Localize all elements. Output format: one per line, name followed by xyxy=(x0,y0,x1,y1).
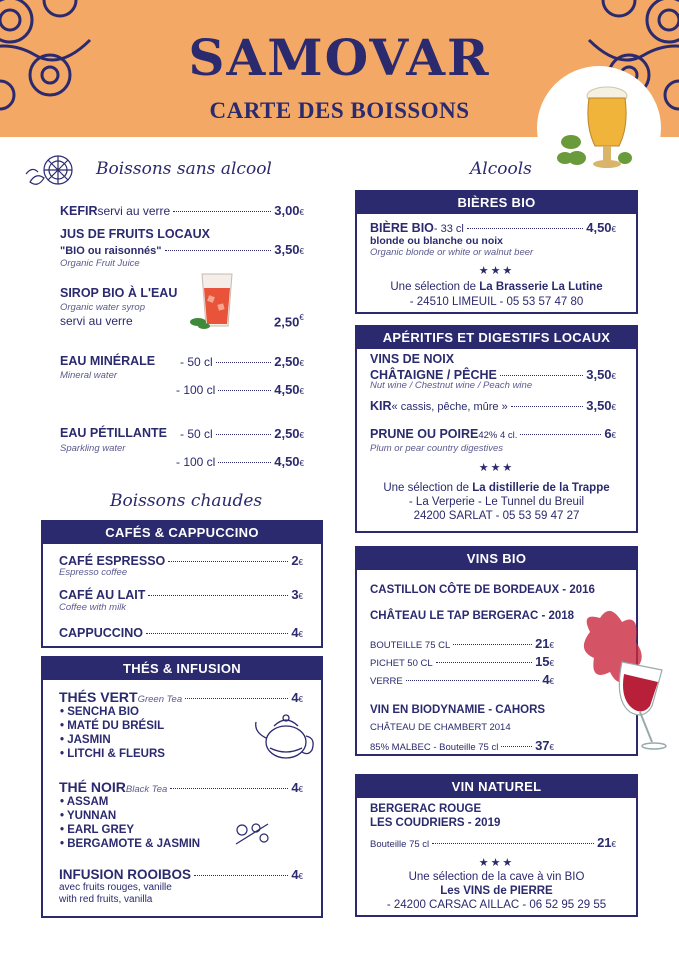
menu-item-eau-petillante: EAU PÉTILLANTE xyxy=(60,426,167,440)
price-row: - 100 cl 4,50 € xyxy=(176,382,304,397)
menu-item-eau-minerale: EAU MINÉRALE xyxy=(60,354,156,368)
wine-biodynamie: VIN EN BIODYNAMIE - CAHORS xyxy=(370,704,546,716)
wine-chateau-le-tap: CHÂTEAU LE TAP BERGERAC - 2018 xyxy=(370,610,575,622)
menu-item-vins-noix: VINS DE NOIX xyxy=(370,352,455,366)
menu-item-kefir: KEFIR servi au verre 3,00 € xyxy=(60,203,304,218)
selection-name: Les VINS de PIERRE xyxy=(440,885,553,897)
item-note: Coffee with milk xyxy=(59,602,127,613)
beer-glass-icon xyxy=(537,66,661,190)
wine-price-row: BOUTEILLE 75 CL 21 $_€$ xyxy=(370,636,554,651)
tea-list: • ASSAM • YUNNAN • EARL GREY • BERGAMOTE & JASMIN xyxy=(60,796,201,850)
menu-item-jus: JUS DE FRUITS LOCAUX xyxy=(60,227,211,241)
wine-castillon: CASTILLON CÔTE DE BORDEAUX - 2016 xyxy=(370,584,595,596)
menu-item-espresso: CAFÉ ESPRESSO 2 € xyxy=(59,553,303,568)
item-note: Sparkling water xyxy=(60,443,126,454)
menu-item-sirop: SIROP BIO À L'EAU xyxy=(60,286,178,300)
wine-price-row: VERRE 4 $_€$ xyxy=(370,672,554,687)
stars-divider: ★★★ xyxy=(478,462,515,474)
item-note: Organic water syrop xyxy=(60,302,146,313)
box-title: APÉRITIFS ET DIGESTIFS LOCAUX xyxy=(357,327,636,349)
selection-address: - 24510 LIMEUIL - 05 53 57 47 80 xyxy=(409,296,584,308)
item-price-sirop: 2,50€ xyxy=(274,313,304,330)
item-note: Organic blonde or white or walnut beer xyxy=(370,247,534,258)
selection-line: Une sélection de la cave à vin BIO xyxy=(408,871,585,883)
menu-item-rooibos: INFUSION ROOIBOS 4 € xyxy=(59,867,303,882)
item-detail: servi au verre xyxy=(97,204,171,218)
beer-illustration xyxy=(537,66,661,190)
menu-item-vins-noix-line: CHÂTAIGNE / PÊCHE 3,50 € xyxy=(370,367,616,382)
item-note: Espresso coffee xyxy=(59,567,128,578)
wine-chambert: CHÂTEAU DE CHAMBERT 2014 xyxy=(370,722,511,733)
wine-glass-illustration-icon xyxy=(570,602,670,754)
item-note: Nut wine / Chestnut wine / Peach wine xyxy=(370,380,533,391)
selection-address: 24200 SARLAT - 05 53 59 47 27 xyxy=(413,510,580,522)
menu-item-kir: KIR « cassis, pêche, mûre » 3,50 € xyxy=(370,398,616,413)
wine-coudriers: LES COUDRIERS - 2019 xyxy=(370,817,501,829)
stars-divider: ★★★ xyxy=(478,265,515,277)
menu-item-the-noir: THÉ NOIR Black Tea 4 € xyxy=(59,779,303,795)
selection-address: - 24200 CARSAC AILLAC - 06 52 95 29 55 xyxy=(386,899,607,911)
item-note: Mineral water xyxy=(60,370,118,381)
item-note: Plum or pear country digestives xyxy=(370,443,504,454)
menu-item-jus-line: "BIO ou raisonnés" 3,50 € xyxy=(60,242,304,257)
menu-item-cafe-au-lait: CAFÉ AU LAIT 3 € xyxy=(59,587,303,602)
item-detail: servi au verre xyxy=(60,314,133,328)
menu-item-cappuccino: CAPPUCCINO 4 € xyxy=(59,625,303,640)
stars-divider: ★★★ xyxy=(478,857,515,869)
menu-item-the-vert: THÉS VERT Green Tea 4 € xyxy=(59,689,303,705)
selection-line: Une sélection de La Brasserie La Lutine xyxy=(390,281,603,293)
box-title: VIN NATUREL xyxy=(357,776,636,798)
box-title: VINS BIO xyxy=(357,548,636,570)
wine-malbec-row: 85% MALBEC - Bouteille 75 cl 37 $_€$ xyxy=(370,738,554,753)
menu-item-biere: BIÈRE BIO - 33 cl 4,50 € xyxy=(370,220,616,235)
section-title-hot-drinks: Boissons chaudes xyxy=(110,491,263,511)
box-title: BIÈRES BIO xyxy=(357,192,636,214)
tea-list: • SENCHA BIO • MATÉ DU BRÉSIL • JASMIN • LITCHI & FLEURS xyxy=(60,706,165,760)
wine-bergerac: BERGERAC ROUGE xyxy=(370,803,482,815)
flower-illustration-icon xyxy=(232,820,272,846)
item-price: 3,00 xyxy=(274,203,300,218)
price-row: - 100 cl 4,50 € xyxy=(176,454,304,469)
price-row: - 50 cl 2,50 € xyxy=(180,426,304,441)
brand-title: SAMOVAR xyxy=(188,28,491,87)
citrus-illustration-icon xyxy=(22,152,80,194)
box-title: CAFÉS & CAPPUCCINO xyxy=(43,522,321,544)
item-detail: blonde ou blanche ou noix xyxy=(370,235,503,247)
box-title: THÉS & INFUSION xyxy=(43,658,321,680)
menu-subtitle: CARTE DES BOISSONS xyxy=(209,98,470,123)
syrup-glass-illustration-icon xyxy=(188,268,246,332)
selection-address: - La Verperie - Le Tunnel du Breuil xyxy=(408,496,585,508)
wine-price-row: Bouteille 75 cl 21 $_€$ xyxy=(370,835,616,850)
teapot-illustration-icon xyxy=(252,706,318,766)
rooibos-detail: avec fruits rouges, vanille with red fruits, vanilla xyxy=(59,882,172,905)
wine-price-row: PICHET 50 CL 15 $_€$ xyxy=(370,654,554,669)
item-name: KEFIR xyxy=(60,204,98,218)
item-note: Organic Fruit Juice xyxy=(60,258,140,269)
section-title-soft-drinks: Boissons sans alcool xyxy=(96,159,272,179)
section-title-alcohol: Alcools xyxy=(470,159,532,179)
price-row: - 50 cl 2,50 € xyxy=(180,354,304,369)
menu-item-prune: PRUNE OU POIRE 42% 4 cl. 6 € xyxy=(370,426,616,441)
selection-line: Une sélection de La distillerie de la Trappe xyxy=(383,482,610,494)
